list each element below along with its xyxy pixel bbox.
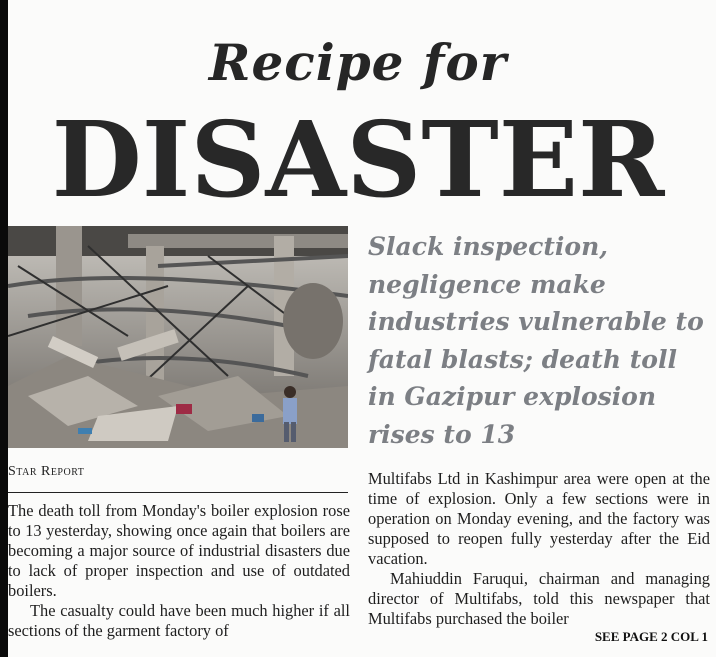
paragraph: The casualty could have been much higher if all sections of the garment factory of: [8, 601, 350, 640]
byline-text: Star Report: [8, 464, 85, 479]
headline-deck: Slack inspection, negligence make industries vulnerable to fatal blasts; death toll in Gazipur explosion rises to 13: [368, 232, 704, 449]
headline-kicker: Recipe for: [208, 33, 508, 92]
article-column-1: [8, 501, 350, 641]
paragraph: Mahiuddin Faruqui, chairman and managing director of Multifabs, told this newspaper that Multifabs purchased the boiler: [368, 569, 710, 628]
byline: [8, 464, 348, 493]
article-column-2: [368, 469, 710, 629]
page-edge-rule: [0, 0, 8, 657]
collapsed-factory-image: [8, 226, 348, 448]
paragraph: The death toll from Monday's boiler explosion rose to 13 yesterday, showing once again that boilers are becoming a major source of industrial disasters due to lack of proper inspection and use of outdated boilers.: [8, 501, 350, 600]
continued-jump-line: SEE PAGE 2 COL 1: [594, 629, 708, 644]
explosion-photo: [8, 226, 348, 448]
paragraph: Multifabs Ltd in Kashimpur area were open at the time of explosion. Only a few sections were in operation on Monday evening, and the factory was supposed to reopen fully yesterday after the Eid vacation.: [368, 469, 710, 568]
headline: DISASTER: [51, 98, 665, 221]
